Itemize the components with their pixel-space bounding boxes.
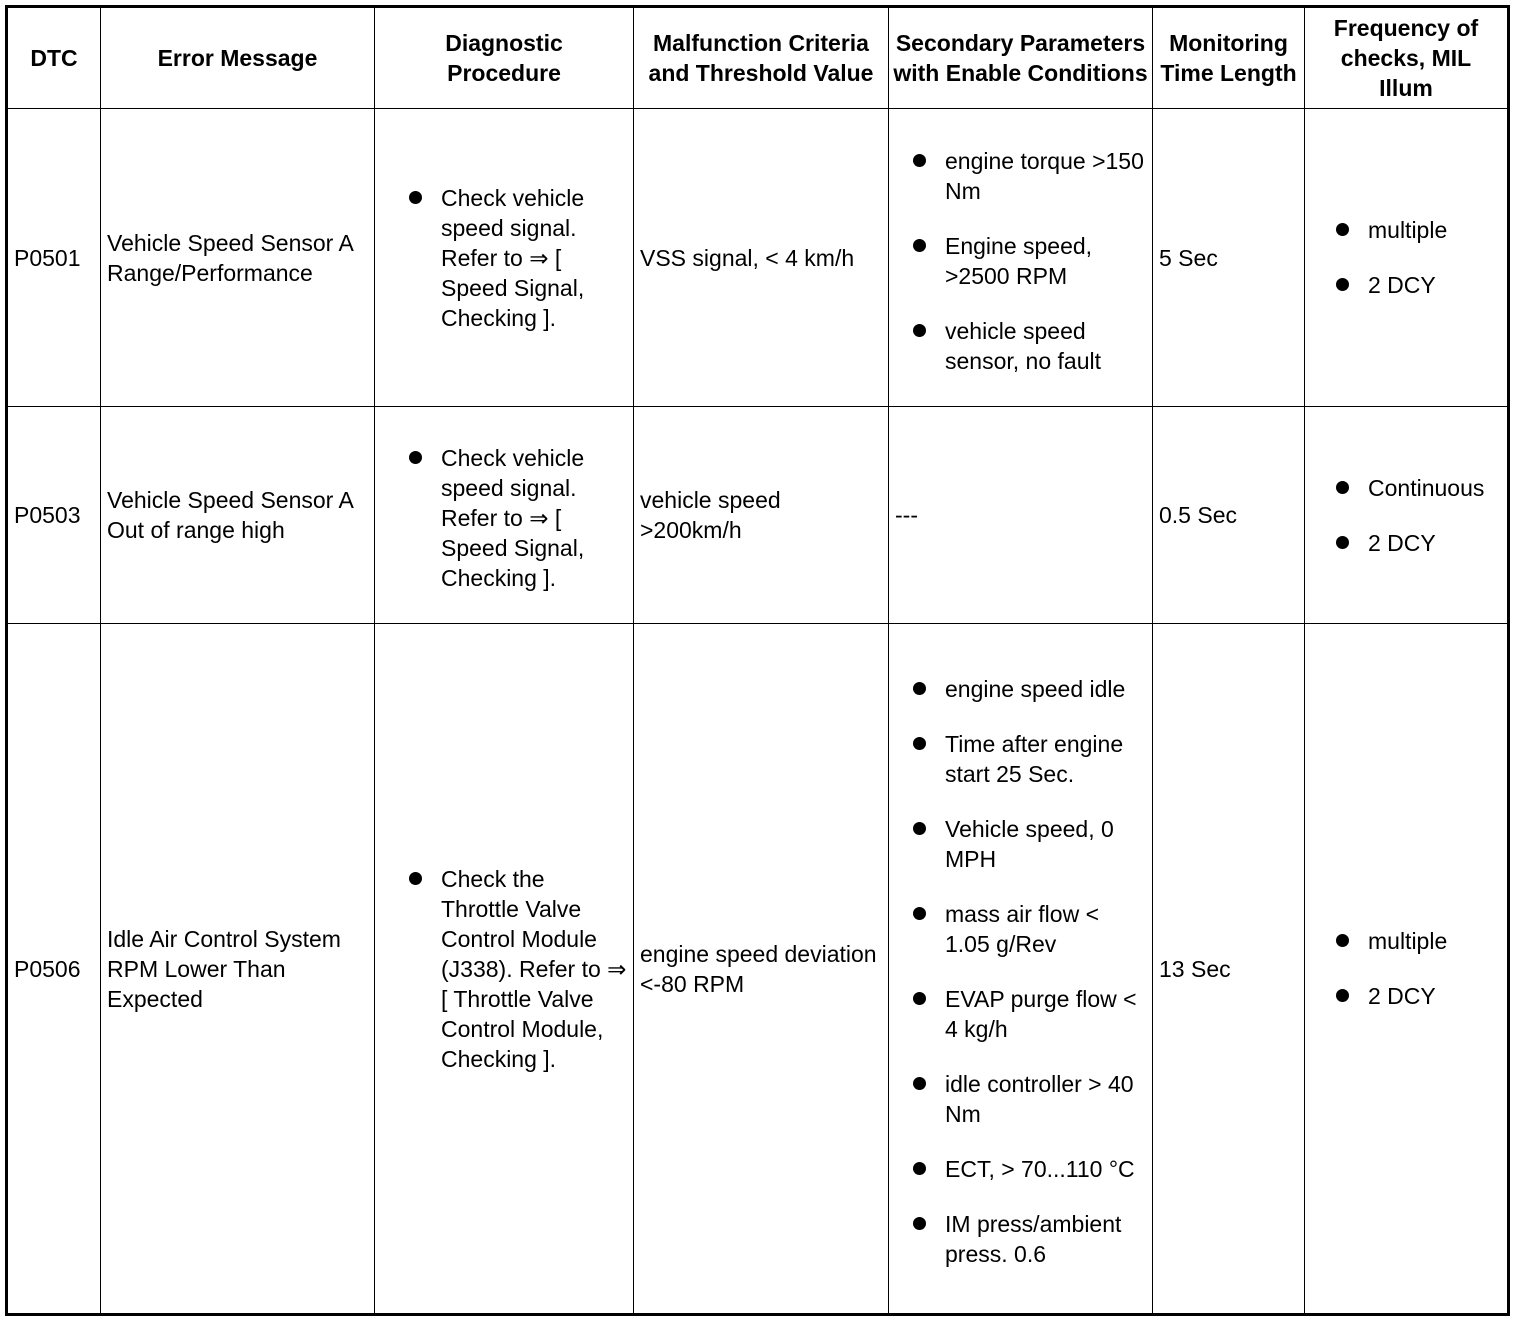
list-item: engine torque >150 Nm [903, 146, 1146, 206]
header-frequency: Frequency of checks, MIL Illum [1305, 7, 1509, 109]
malfunction-criteria: vehicle speed >200km/h [634, 407, 889, 624]
list-item: mass air flow < 1.05 g/Rev [903, 899, 1146, 959]
list-item: Check vehicle speed signal. Refer to ⇒ [ Speed Signal, Checking ]. [399, 443, 627, 593]
error-message: Vehicle Speed Sensor A Range/Performance [101, 109, 375, 407]
header-secondary-parameters: Secondary Parameters with Enable Conditions [889, 7, 1153, 109]
frequency-cell [1305, 407, 1509, 624]
monitoring-time: 0.5 Sec [1153, 407, 1305, 624]
list-item: vehicle speed sensor, no fault [903, 316, 1146, 376]
header-dtc: DTC [7, 7, 101, 109]
malfunction-criteria: VSS signal, < 4 km/h [634, 109, 889, 407]
frequency-cell [1305, 624, 1509, 1315]
secondary-parameters: --- [889, 407, 1153, 624]
header-row [7, 7, 1509, 109]
list-item: Engine speed, >2500 RPM [903, 231, 1146, 291]
list-item: multiple [1326, 215, 1501, 245]
dtc-table [5, 5, 1510, 1316]
list-item: 2 DCY [1326, 270, 1501, 300]
list-item: Continuous [1326, 473, 1501, 503]
list-item: EVAP purge flow < 4 kg/h [903, 984, 1146, 1044]
diagnostic-procedure-cell [375, 624, 634, 1315]
diagnostic-procedure-cell [375, 109, 634, 407]
table-row [7, 109, 1509, 407]
frequency-cell [1305, 109, 1509, 407]
table-row [7, 624, 1509, 1315]
list-item: 2 DCY [1326, 528, 1501, 558]
list-item: multiple [1326, 926, 1501, 956]
list-item: Check the Throttle Valve Control Module (J338). Refer to ⇒ [ Throttle Valve Control Module, Checking ]. [399, 864, 627, 1074]
secondary-parameters-cell [889, 624, 1153, 1315]
list-item: Check vehicle speed signal. Refer to ⇒ [ Speed Signal, Checking ]. [399, 183, 627, 333]
list-item: ECT, > 70...110 °C [903, 1154, 1146, 1184]
monitoring-time: 5 Sec [1153, 109, 1305, 407]
monitoring-time: 13 Sec [1153, 624, 1305, 1315]
list-item: IM press/ambient press. 0.6 [903, 1209, 1146, 1269]
list-item: 2 DCY [1326, 981, 1501, 1011]
error-message: Idle Air Control System RPM Lower Than Expected [101, 624, 375, 1315]
error-message: Vehicle Speed Sensor A Out of range high [101, 407, 375, 624]
table-row [7, 407, 1509, 624]
dtc-code: P0506 [7, 624, 101, 1315]
dtc-code: P0503 [7, 407, 101, 624]
header-malfunction-criteria: Malfunction Criteria and Threshold Value [634, 7, 889, 109]
list-item: Vehicle speed, 0 MPH [903, 814, 1146, 874]
malfunction-criteria: engine speed deviation <-80 RPM [634, 624, 889, 1315]
header-error-message: Error Message [101, 7, 375, 109]
diagnostic-procedure-cell [375, 407, 634, 624]
list-item: idle controller > 40 Nm [903, 1069, 1146, 1129]
list-item: engine speed idle [903, 674, 1146, 704]
header-monitoring-time: Monitoring Time Length [1153, 7, 1305, 109]
list-item: Time after engine start 25 Sec. [903, 729, 1146, 789]
secondary-parameters-cell [889, 109, 1153, 407]
header-diagnostic-procedure: Diagnostic Procedure [375, 7, 634, 109]
dtc-code: P0501 [7, 109, 101, 407]
